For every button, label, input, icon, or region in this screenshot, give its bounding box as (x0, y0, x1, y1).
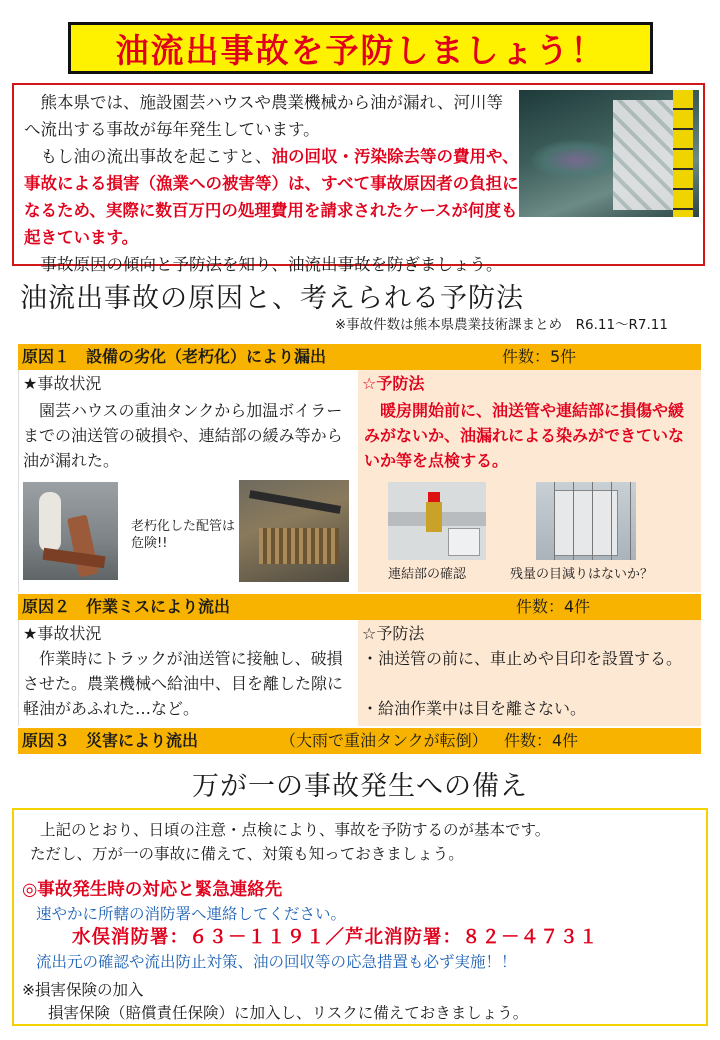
causes-source-note: ※事故件数は熊本県農業技術課まとめ R6.11～R7.11 (334, 317, 668, 333)
insurance-heading: ※損害保険の加入 (22, 981, 144, 999)
cause-1-prevention-heading: ☆予防法 (362, 374, 425, 393)
prep-line-2: ただし、万が一の事故に備えて、対策も知っておきましょう。 (30, 845, 464, 863)
pipe-joint-photo (388, 482, 486, 560)
cause-1-prevention-panel (358, 370, 701, 592)
emergency-instruction: 速やかに所轄の消防署へ連絡してください。 (36, 905, 347, 923)
aged-pipe-caption: 老朽化した配管は危険!! (131, 519, 236, 551)
rusty-pipe-photo (239, 480, 349, 582)
cause-1-count: 件数：5件 (502, 347, 577, 366)
cause-2-prevention-2: ・給油作業中は目を離さない。 (362, 699, 587, 718)
oil-spill-river-photo (519, 90, 699, 217)
prep-line-1: 上記のとおり、日頃の注意・点検により、事故を予防するのが基本です。 (40, 821, 551, 839)
intro-p2-start: もし油の流出事故を起こすと、 (40, 147, 272, 166)
cause-1-situation-text: 園芸ハウスの重油タンクから加温ボイラーまでの油送管の破損や、連結部の緩み等から油が漏れた。 (23, 401, 343, 470)
causes-section-title: 油流出事故の原因と、考えられる予防法 (20, 283, 524, 314)
cause-2-header (18, 594, 701, 620)
intro-paragraph-3: 事故原因の傾向と予防法を知り、油流出事故を防ぎましょう。 (40, 255, 503, 274)
intro-p2-warning: 油の回収・汚染除去等の費用や、事故による損害（漁業への被害等）は、すべて事故原因者の負担になるため、実際に数百万円の処理費用を請求されたケースが何度も起きています。 (24, 147, 519, 247)
cause-3-detail: （大雨で重油タンクが転倒） (280, 731, 488, 750)
cause-2-prevention-heading: ☆予防法 (362, 624, 425, 643)
fuel-tank-photo (536, 482, 636, 560)
page-title-banner (68, 22, 653, 74)
emergency-heading: ◎事故発生時の対応と緊急連絡先 (22, 880, 283, 900)
cause-2-label: 原因２ 作業ミスにより流出 (22, 597, 231, 616)
cause-2-count: 件数：4件 (516, 597, 591, 616)
cause-3-count: 件数：4件 (504, 731, 579, 750)
cause-3-label: 原因３ 災害により流出 (22, 731, 199, 750)
cause-2-situation-heading: ★事故状況 (23, 624, 102, 643)
fuel-level-caption: 残量の目減りはないか？ (510, 567, 654, 582)
preparation-box (12, 808, 708, 1026)
intro-text (24, 89, 519, 278)
cause-1-situation-panel (18, 370, 358, 592)
preparation-section-title: 万が一の事故発生への備え (192, 771, 528, 802)
cause-2-prevention-1: ・油送管の前に、車止めや目印を設置する。 (362, 649, 683, 668)
page-title: 油流出事故を予防しましょう！ (115, 30, 606, 70)
cause-1-situation-heading: ★事故状況 (23, 374, 102, 393)
insurance-text: 損害保険（賠償責任保険）に加入し、リスクに備えておきましょう。 (48, 1004, 529, 1022)
cause-1-header (18, 344, 701, 370)
intro-paragraph-1: 熊本県では、施設園芸ハウスや農業機械から油が漏れ、河川等へ流出する事故が毎年発生しています。 (24, 93, 503, 139)
intro-box (12, 83, 705, 274)
cause-2-situation-text: 作業時にトラックが油送管に接触し、破損させた。農業機械へ給油中、目を離した隙に軽油があふれた…など。 (23, 649, 344, 718)
emergency-measures-note: 流出元の確認や流出防止対策、油の回収等の応急措置も必ず実施！！ (36, 953, 517, 971)
joint-check-caption: 連結部の確認 (388, 567, 467, 582)
fire-station-phone-numbers: 水俣消防署：６３－１１９１／芦北消防署：８２－４７３１ (72, 927, 599, 948)
cause-2-situation-panel (18, 620, 358, 726)
cause-1-label: 原因１ 設備の劣化（老朽化）により漏出 (22, 347, 327, 366)
intro-paragraph-2 (24, 143, 519, 251)
cause-1-prevention-text: 暖房開始前に、油送管や連結部に損傷や緩みがないか、油漏れによる染みができていないか等を点検する。 (364, 401, 685, 470)
cause-2-prevention-panel (358, 620, 701, 726)
corroded-pipe-photo (23, 482, 118, 580)
cause-3-header (18, 728, 701, 754)
